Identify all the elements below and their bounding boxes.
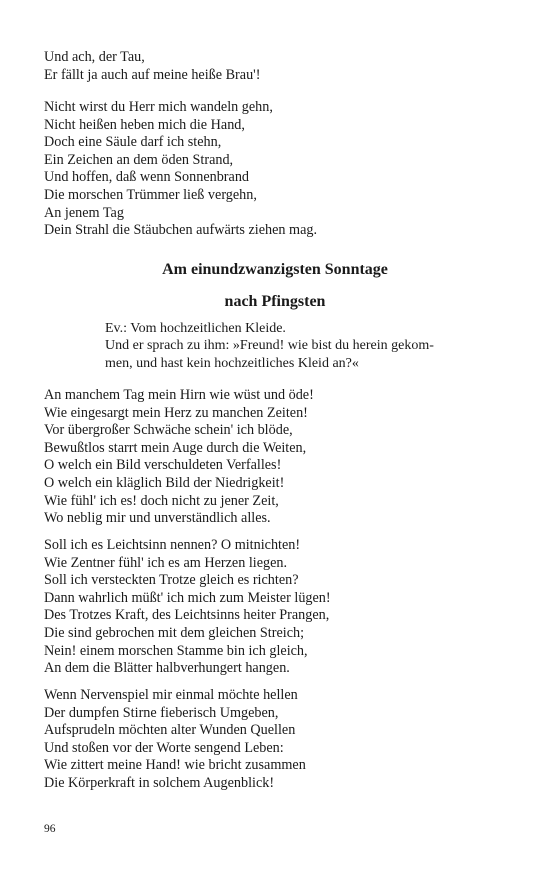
section-title: Am einundzwanzigsten Sonntage [162,261,388,278]
section-subtitle: nach Pfingsten [224,293,326,310]
poem-stanza-previous-end [44,49,524,84]
poem-line: Und hoffen, daß wenn Sonnenbrand [44,169,250,186]
epigraph-line: Und er sprach zu ihm: »Freund! wie bist du herein gekom- [105,338,434,354]
poem-line: Dein Strahl die Stäubchen aufwärts ziehen mag. [44,222,318,239]
poem-line: Wenn Nervenspiel mir einmal möchte hellen [44,687,298,703]
poem-line: Er fällt ja auch auf meine heiße Brau'! [44,66,261,83]
poem-line: Soll ich versteckten Trotze gleich es richten? [44,572,299,589]
page-number: 96 [44,823,56,835]
poem-line: Ein Zeichen an dem öden Strand, [44,151,234,168]
poem-line: An manchem Tag mein Hirn wie wüst und öde! [44,387,314,403]
poem-line: Und ach, der Tau, [44,49,145,65]
poem-line: Nein! einem morschen Stamme bin ich gleich, [44,642,308,659]
poem-line: Der dumpfen Stirne fieberisch Umgeben, [44,704,279,721]
poem-line: An jenem Tag [44,204,124,221]
epigraph-line: men, und hast kein hochzeitliches Kleid an?« [105,355,359,371]
poem-line: Bewußtlos starrt mein Auge durch die Weiten, [44,439,307,456]
poem-line: Soll ich es Leichtsinn nennen? O mitnichten! [44,537,301,553]
epigraph-line: Ev.: Vom hochzeitlichen Kleide. [105,321,286,336]
poem-line: O welch ein kläglich Bild der Niedrigkeit! [44,474,285,491]
poem-line: An dem die Blätter halbverhungert hangen. [44,660,290,677]
poem-line: O welch ein Bild verschuldeten Verfalles! [44,457,282,474]
poem-stanza-1 [44,387,524,528]
poem-line: Nicht wirst du Herr mich wandeln gehn, [44,99,273,115]
poem-line: Die morschen Trümmer ließ vergehn, [44,186,257,203]
poem-line: Die Körperkraft in solchem Augenblick! [44,774,275,791]
poem-line: Wie Zentner fühl' ich es am Herzen liegen. [44,554,288,571]
poem-line: Vor übergroßer Schwäche schein' ich blöde, [44,422,293,439]
poem-line: Des Trotzes Kraft, des Leichtsinns heiter Prangen, [44,607,330,624]
poem-line: Wo neblig mir und unverständlich alles. [44,510,271,527]
poem-line: Nicht heißen heben mich die Hand, [44,116,245,133]
poem-line: Doch eine Säule darf ich stehn, [44,134,222,151]
poem-stanza-previous-last [44,99,524,240]
poem-line: Wie zittert meine Hand! wie bricht zusammen [44,757,306,774]
poem-line: Aufsprudeln möchten alter Wunden Quellen [44,722,296,739]
gospel-epigraph [105,320,525,372]
poem-line: Die sind gebrochen mit dem gleichen Streich; [44,624,305,641]
poem-stanza-3 [44,687,524,793]
poem-line: Dann wahrlich müßt' ich mich zum Meister lügen! [44,589,331,606]
poem-line: Wie eingesargt mein Herz zu manchen Zeiten! [44,404,308,421]
poem-line: Wie fühl' ich es! doch nicht zu jener Zeit, [44,492,279,509]
poem-line: Und stoßen vor der Worte sengend Leben: [44,739,284,756]
poem-stanza-2 [44,537,524,678]
